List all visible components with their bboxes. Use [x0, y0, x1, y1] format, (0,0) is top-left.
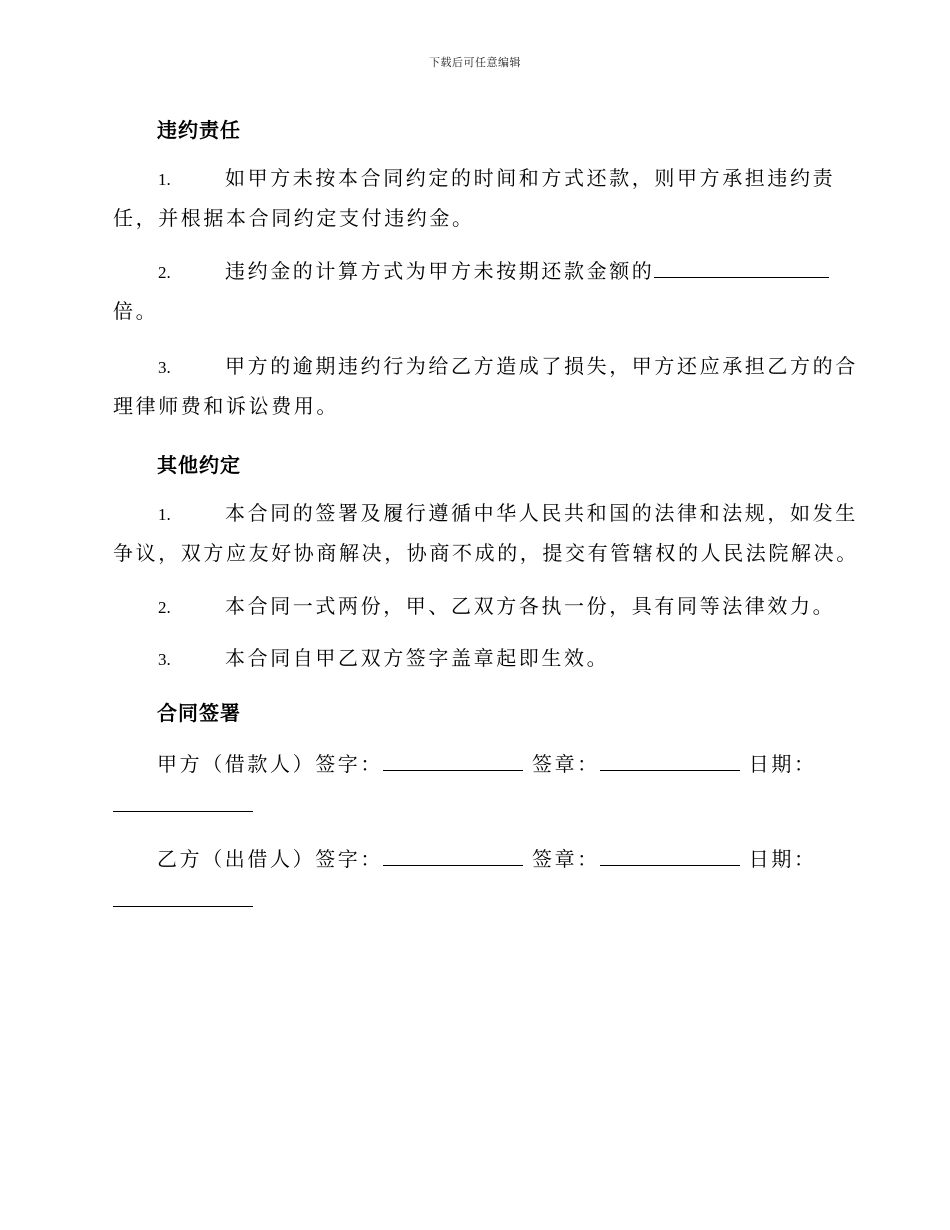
other-item-3 [113, 638, 833, 678]
party-a-date-label: 日期： [748, 752, 817, 776]
party-b-date-blank[interactable] [113, 905, 253, 907]
party-b-signature-blank[interactable] [383, 843, 523, 866]
item-text: 违约金的计算方式为甲方未按期还款金额的 [225, 259, 655, 283]
section-title-sign: 合同签署 [157, 701, 241, 725]
item-number: 3. [158, 358, 171, 377]
item-text: 倍。 [113, 299, 159, 323]
item-text: 本合同的签署及履行遵循中华人民共和国的法律和法规，如发生 [225, 501, 858, 525]
item-number: 3. [158, 650, 171, 669]
breach-item-3 [113, 346, 858, 426]
party-a-date-blank[interactable] [113, 810, 253, 812]
item-number: 2. [158, 598, 171, 617]
page-header: 下载后可任意编辑 [429, 56, 521, 69]
party-b-seal-label: 签章： [531, 847, 600, 871]
item-text: 甲方的逾期违约行为给乙方造成了损失，甲方还应承担乙方的合 [225, 354, 858, 378]
breach-item-2 [113, 251, 833, 331]
breach-item-1 [113, 158, 836, 238]
item-text: 本合同一式两份，甲、乙双方各执一份，具有同等法律效力。 [225, 594, 836, 618]
party-b-seal-blank[interactable] [600, 843, 740, 866]
item-text: 如甲方未按本合同约定的时间和方式还款，则甲方承担违约责 [225, 166, 836, 190]
party-b-date-label: 日期： [748, 847, 817, 871]
item-text: 争议，双方应友好协商解决，协商不成的，提交有管辖权的人民法院解决。 [113, 541, 859, 565]
party-b-label: 乙方（出借人）签字： [157, 847, 383, 871]
other-item-2 [113, 586, 836, 626]
fill-in-blank[interactable] [654, 255, 829, 278]
item-text: 理律师费和诉讼费用。 [113, 394, 339, 418]
party-a-seal-blank[interactable] [600, 748, 740, 771]
item-text: 任，并根据本合同约定支付违约金。 [113, 206, 475, 230]
item-number: 1. [158, 505, 171, 524]
party-a-label: 甲方（借款人）签字： [157, 752, 383, 776]
section-title-breach: 违约责任 [157, 118, 241, 142]
other-item-1 [113, 493, 859, 573]
party-a-signature-blank[interactable] [383, 748, 523, 771]
party-b-signature-row [157, 843, 817, 872]
party-a-seal-label: 签章： [531, 752, 600, 776]
section-title-other: 其他约定 [157, 453, 241, 477]
party-a-signature-row [157, 748, 817, 777]
item-number: 2. [158, 263, 171, 282]
item-number: 1. [158, 170, 171, 189]
item-text: 本合同自甲乙双方签字盖章起即生效。 [225, 646, 610, 670]
